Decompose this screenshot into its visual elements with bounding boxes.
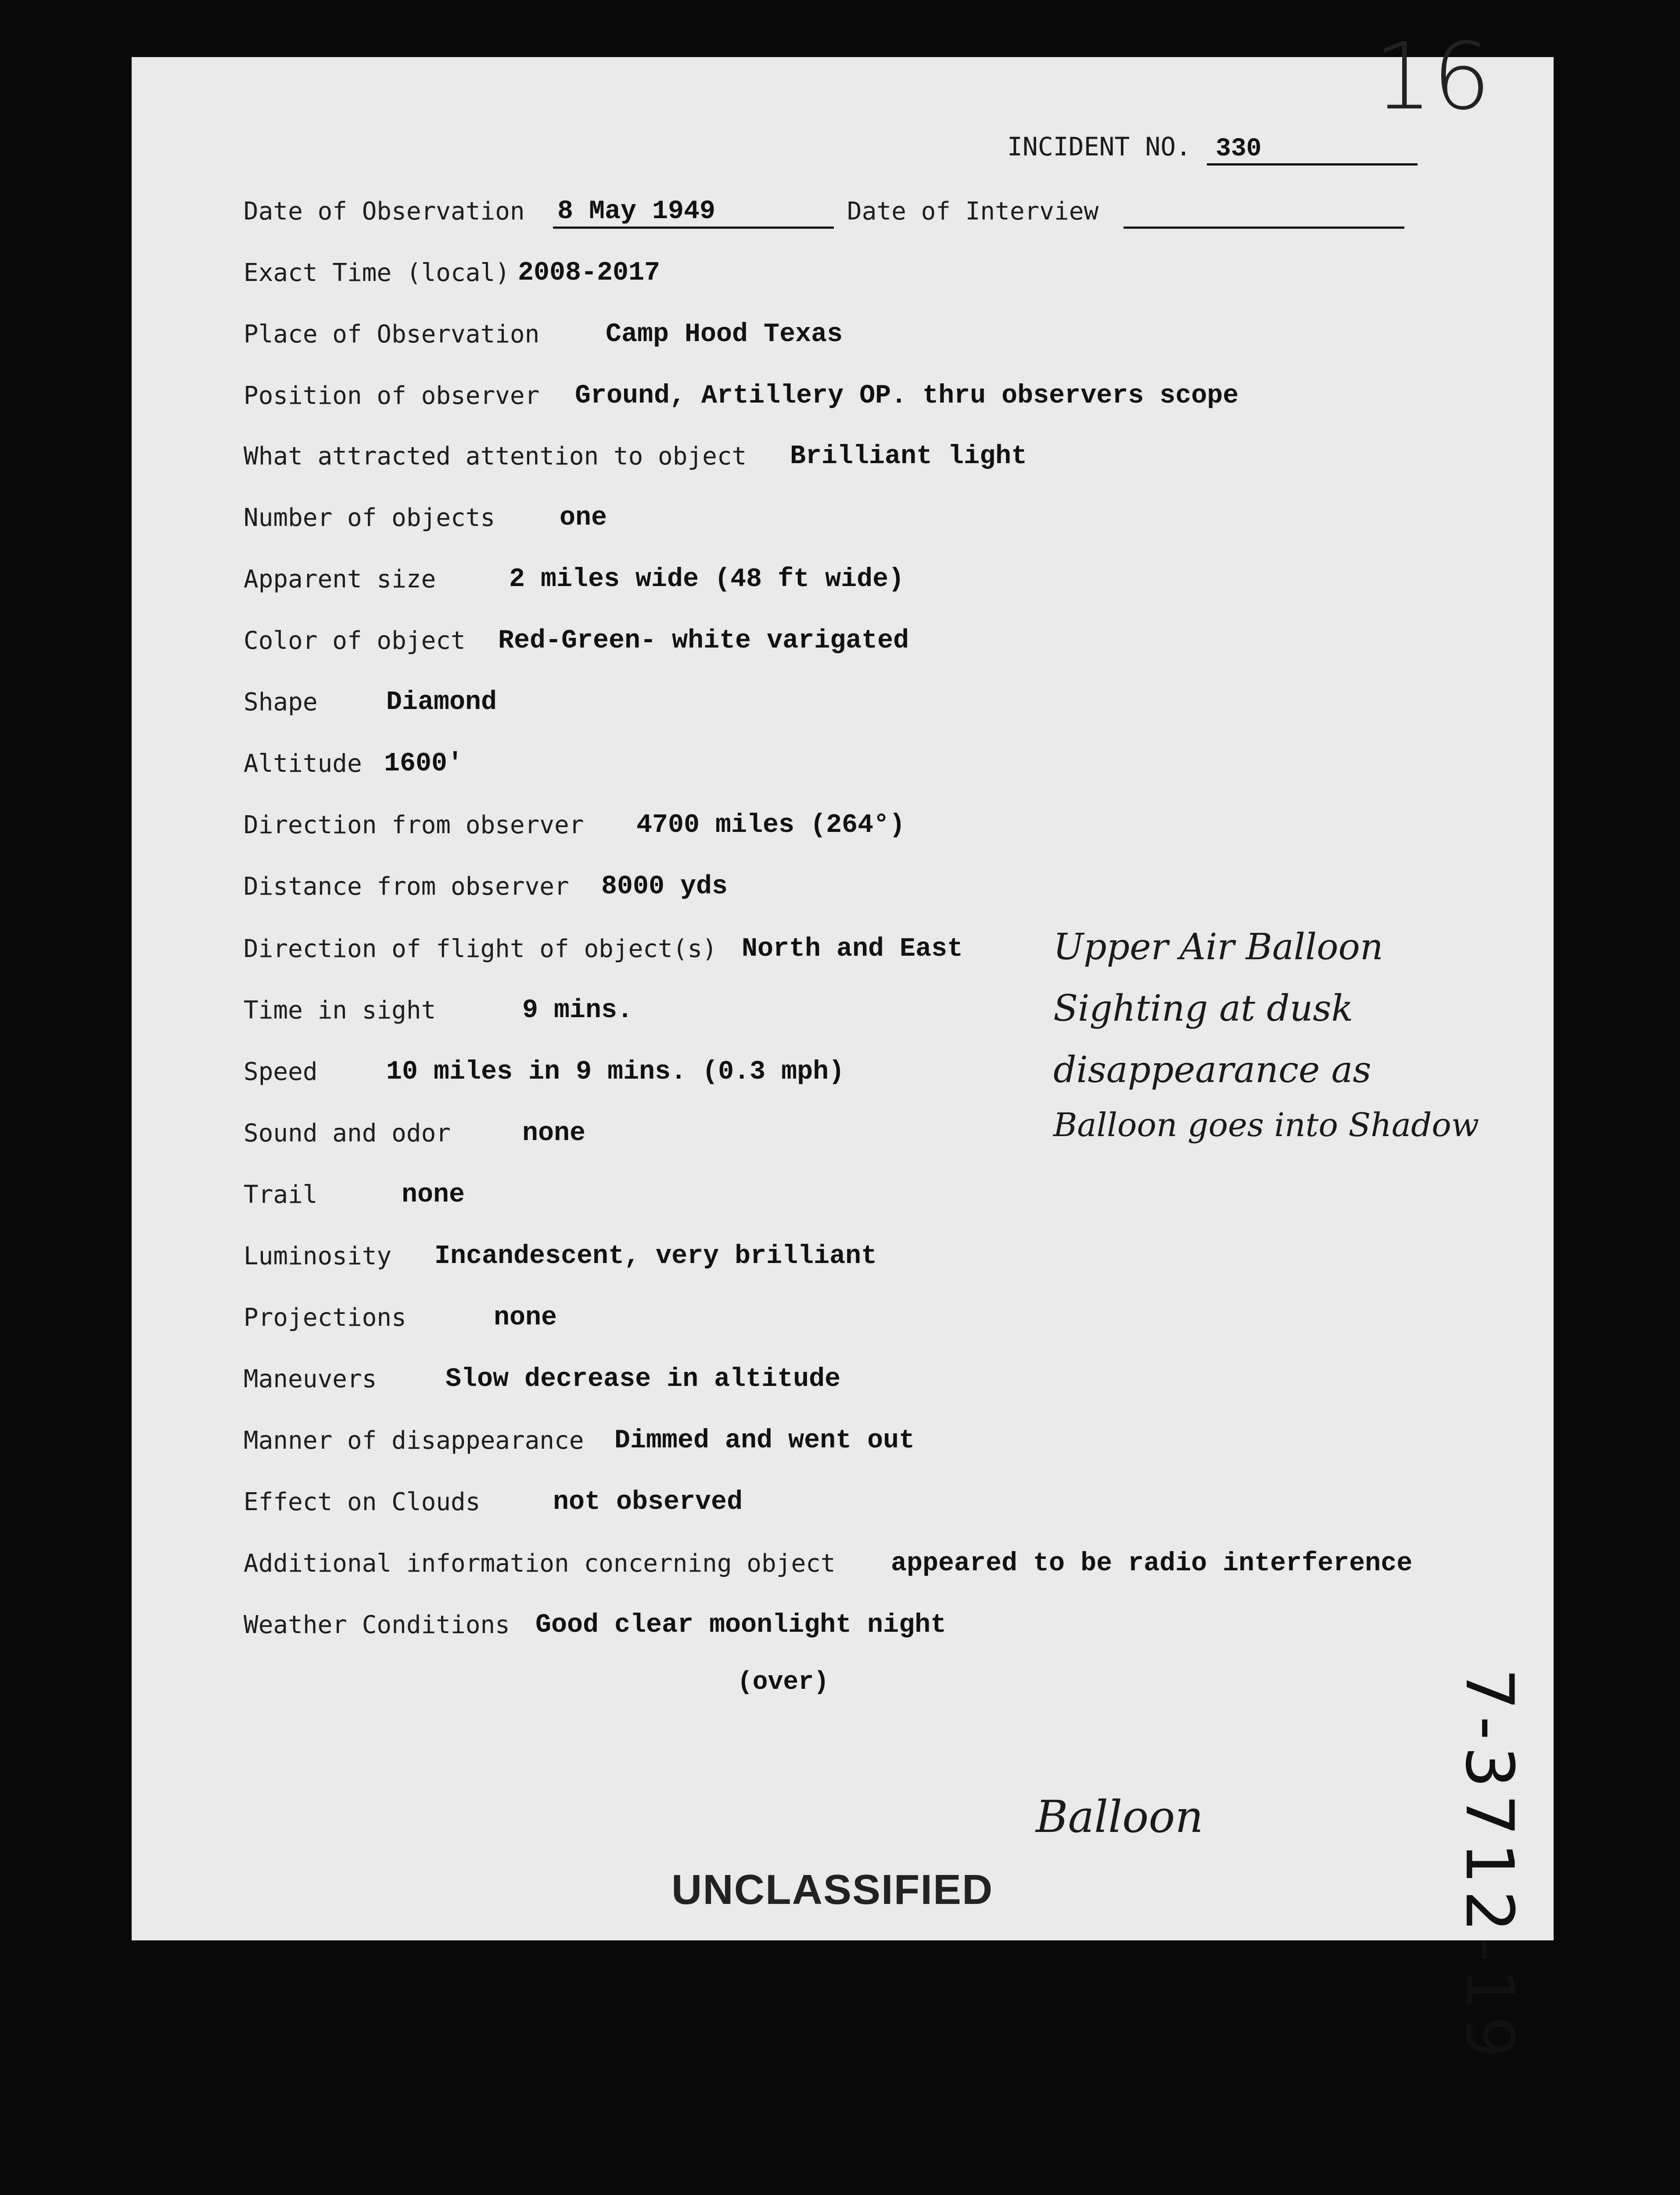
date-of-interview-underline [1124,227,1404,229]
over-note: (over) [737,1668,829,1697]
incident-value: 330 [1207,135,1418,166]
incident-label: INCIDENT NO. [1007,132,1192,162]
handwritten-note-line: disappearance as [1053,1049,1371,1091]
incident-number [1007,132,1418,166]
handwritten-balloon: Balloon [1036,1791,1203,1842]
handwritten-note-line: Balloon goes into Shadow [1053,1106,1479,1144]
page-number: 16 [1374,23,1491,130]
date-of-observation-underline [553,227,834,229]
classification-stamp: UNCLASSIFIED [671,1866,994,1913]
handwritten-note-line: Sighting at dusk [1053,988,1353,1029]
file-number: 7-3712-19 [1451,1668,1527,2065]
handwritten-note-line: Upper Air Balloon [1053,926,1383,968]
